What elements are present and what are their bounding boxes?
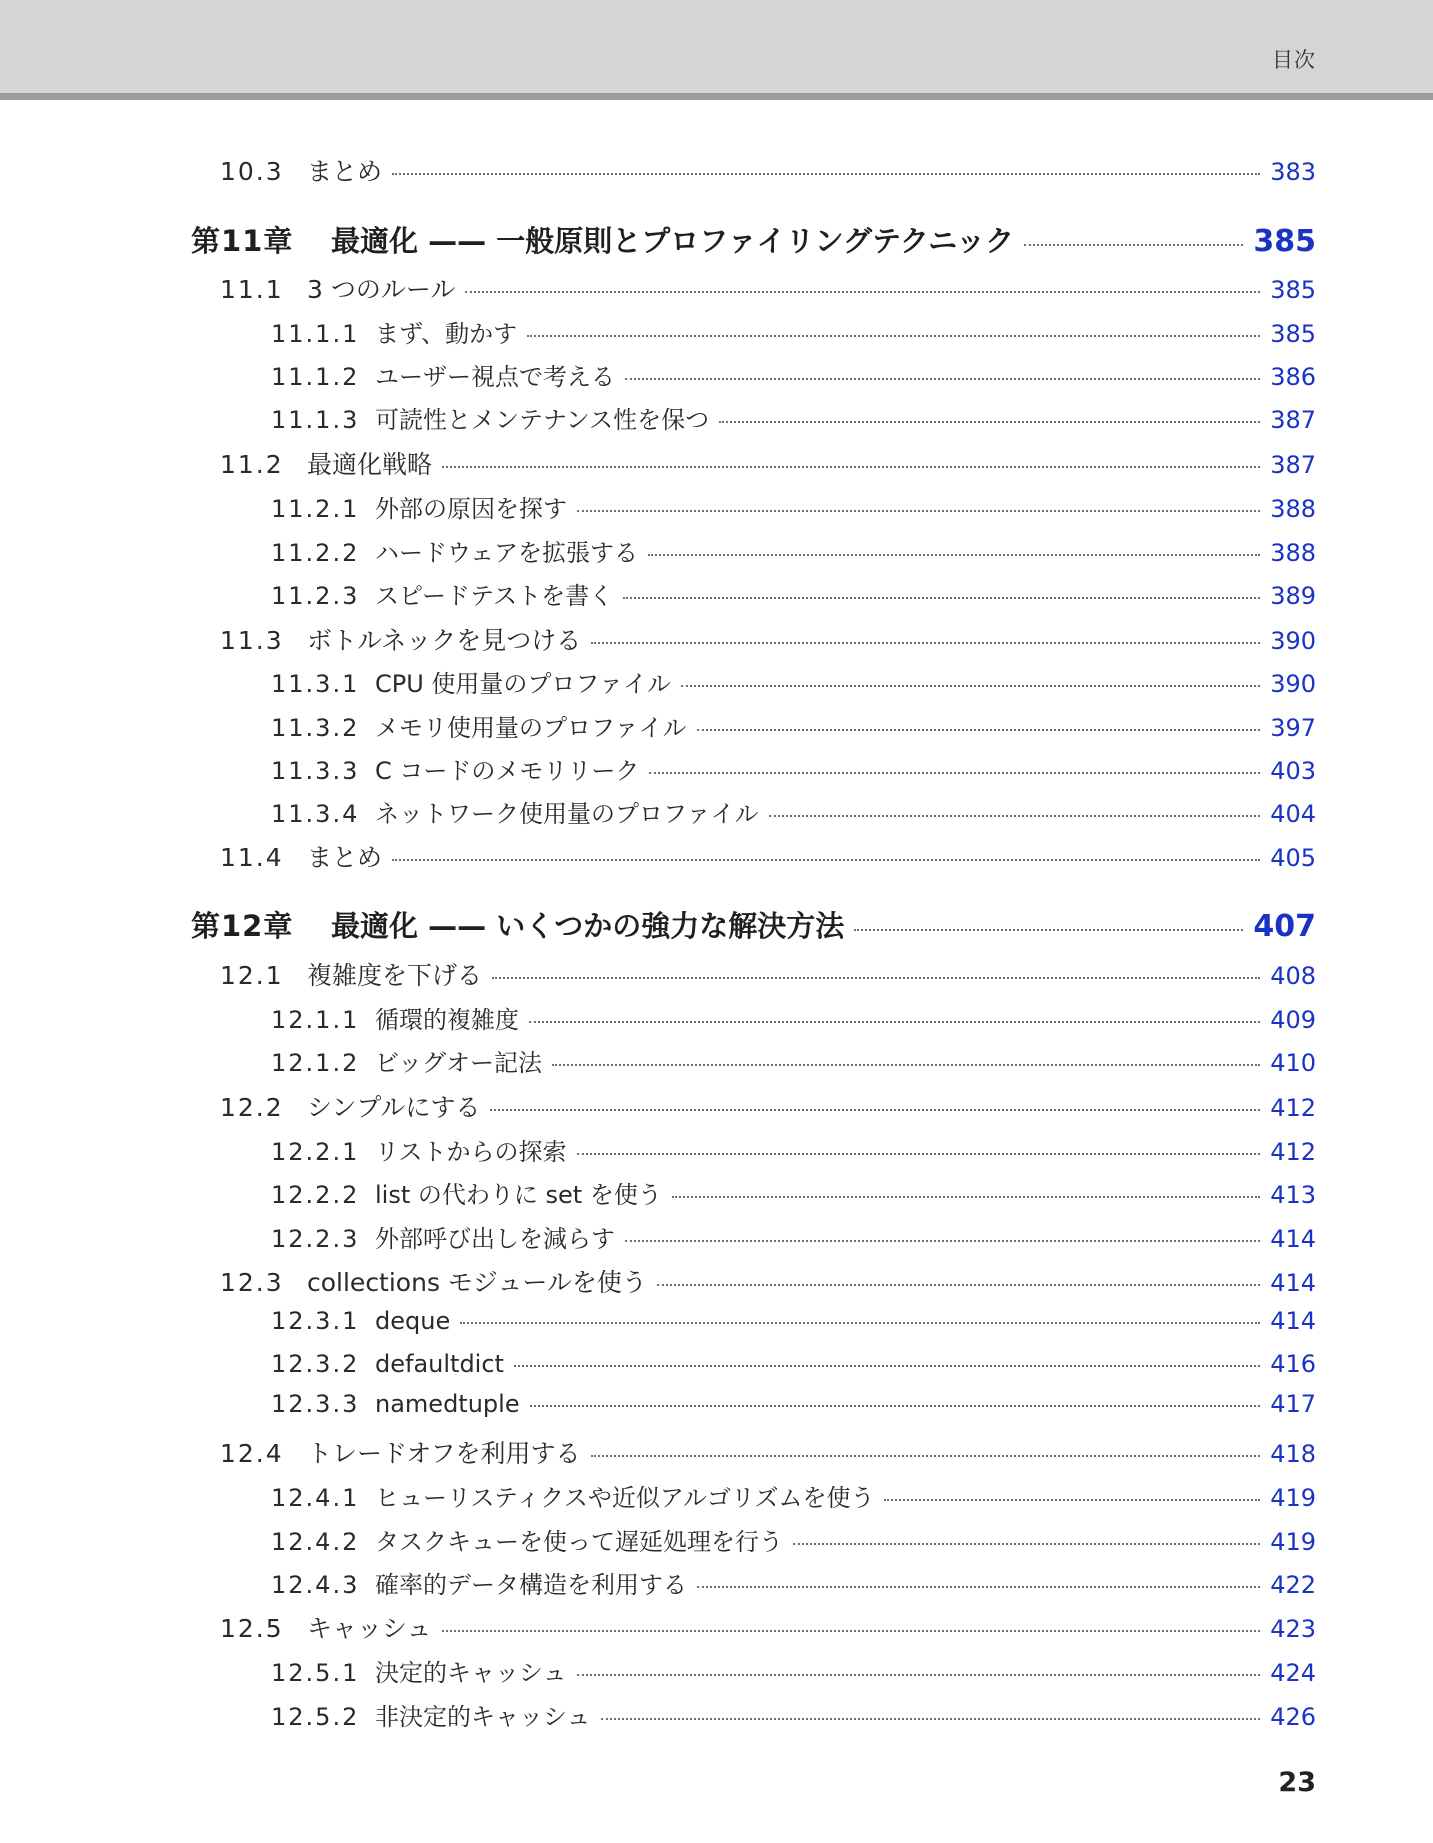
toc-subentry[interactable] xyxy=(271,1565,1316,1600)
toc-entry-number: 12.1 xyxy=(220,961,284,990)
toc-subentry-title: まず、動かす xyxy=(375,320,518,348)
toc-subentry-number: 12.5.2 xyxy=(271,1703,360,1731)
toc-subentry-number: 11.1.1 xyxy=(271,320,360,348)
toc-entry[interactable] xyxy=(220,956,1316,992)
toc-subentry-page[interactable]: 409 xyxy=(1270,1006,1316,1034)
toc-subentry-page[interactable]: 419 xyxy=(1270,1484,1316,1512)
toc-entry-page[interactable]: 423 xyxy=(1270,1615,1316,1643)
toc-entry-page[interactable]: 412 xyxy=(1270,1094,1316,1122)
toc-subentry[interactable] xyxy=(271,751,1316,786)
toc-entry-page[interactable]: 390 xyxy=(1270,627,1316,655)
toc-subentry[interactable] xyxy=(271,400,1316,435)
toc-subentry-number: 12.1.2 xyxy=(271,1049,360,1077)
dot-leader xyxy=(648,554,1260,556)
toc-subentry-title: 非決定的キャッシュ xyxy=(375,1703,591,1731)
toc-subentry-page[interactable]: 412 xyxy=(1270,1138,1316,1166)
toc-entry[interactable] xyxy=(220,270,1316,306)
toc-entry-number: 11.3 xyxy=(220,626,284,655)
toc-subentry-title: リストからの探索 xyxy=(375,1138,567,1166)
dot-leader xyxy=(465,291,1260,293)
toc-subentry[interactable] xyxy=(271,1697,1316,1732)
dot-leader xyxy=(649,772,1260,774)
toc-entry-number: 12.4 xyxy=(220,1439,284,1468)
toc-subentry-page[interactable]: 426 xyxy=(1270,1703,1316,1731)
toc-subentry[interactable] xyxy=(271,533,1316,568)
toc-subentry-page[interactable]: 388 xyxy=(1270,495,1316,523)
dot-leader xyxy=(460,1322,1260,1324)
toc-subentry-number: 12.2.3 xyxy=(271,1225,360,1253)
toc-entry-page[interactable]: 414 xyxy=(1270,1269,1316,1297)
dot-leader xyxy=(577,1674,1261,1676)
toc-subentry-number: 12.3.1 xyxy=(271,1307,360,1335)
toc-subentry[interactable] xyxy=(271,489,1316,524)
dot-leader xyxy=(552,1064,1260,1066)
toc-entry-title: キャッシュ xyxy=(307,1614,432,1643)
toc-subentry-title: 確率的データ構造を利用する xyxy=(375,1571,687,1599)
toc-subentry-title: 可読性とメンテナンス性を保つ xyxy=(375,406,710,434)
toc-entry[interactable] xyxy=(220,1263,1316,1299)
toc-subentry-page[interactable]: 390 xyxy=(1270,670,1316,698)
toc-entry-title: 3 つのルール xyxy=(307,275,456,304)
toc-subentry-number: 12.2.1 xyxy=(271,1138,360,1166)
dot-leader xyxy=(769,815,1261,817)
toc-subentry[interactable] xyxy=(271,1132,1316,1167)
dot-leader xyxy=(681,685,1260,687)
dot-leader xyxy=(392,859,1260,861)
toc-subentry-title: ネットワーク使用量のプロファイル xyxy=(375,800,759,828)
dot-leader xyxy=(672,1196,1260,1198)
toc-subentry-number: 12.5.1 xyxy=(271,1659,360,1687)
toc-chapter-entry[interactable] xyxy=(191,904,1316,945)
toc-subentry[interactable] xyxy=(271,576,1316,611)
dot-leader xyxy=(490,1109,1260,1111)
toc-entry-title: まとめ xyxy=(307,843,383,872)
toc-entry-title: 最適化戦略 xyxy=(307,450,433,479)
toc-subentry-number: 11.2.1 xyxy=(271,495,360,523)
toc-subentry-number: 11.3.3 xyxy=(271,757,360,785)
dot-leader xyxy=(697,1586,1260,1588)
toc-subentry-page[interactable]: 403 xyxy=(1270,757,1316,785)
toc-entry-number: 12.3 xyxy=(220,1268,284,1297)
toc-entry-title: collections モジュールを使う xyxy=(307,1268,647,1297)
toc-subentry-page[interactable]: 416 xyxy=(1270,1350,1316,1378)
toc-subentry[interactable] xyxy=(271,708,1316,743)
toc-subentry-title: メモリ使用量のプロファイル xyxy=(375,714,687,742)
toc-entry[interactable] xyxy=(220,1609,1316,1645)
dot-leader xyxy=(793,1543,1260,1545)
toc-subentry-number: 11.2.3 xyxy=(271,582,360,610)
dot-leader xyxy=(657,1284,1260,1286)
toc-subentry[interactable] xyxy=(271,1219,1316,1254)
toc-subentry[interactable] xyxy=(271,664,1316,699)
dot-leader xyxy=(514,1365,1260,1367)
dot-leader xyxy=(591,642,1260,644)
toc-subentry-page[interactable]: 386 xyxy=(1270,363,1316,391)
toc-subentry-page[interactable]: 417 xyxy=(1270,1390,1316,1418)
toc-subentry-title: list の代わりに set を使う xyxy=(375,1181,662,1209)
toc-entry[interactable] xyxy=(220,1434,1316,1470)
toc-subentry-title: ハードウェアを拡張する xyxy=(375,539,639,567)
toc-subentry-title: ビッグオー記法 xyxy=(375,1049,543,1077)
dot-leader xyxy=(392,173,1260,175)
toc-subentry-number: 12.4.2 xyxy=(271,1528,360,1556)
toc-subentry-number: 12.1.1 xyxy=(271,1006,360,1034)
toc-subentry-page[interactable]: 422 xyxy=(1270,1571,1316,1599)
toc-subentry-number: 11.3.1 xyxy=(271,670,360,698)
toc-subentry-page[interactable]: 413 xyxy=(1270,1181,1316,1209)
toc-subentry-page[interactable]: 397 xyxy=(1270,714,1316,742)
toc-entry[interactable] xyxy=(220,152,1316,188)
toc-subentry-page[interactable]: 404 xyxy=(1270,800,1316,828)
dot-leader xyxy=(625,378,1260,380)
toc-subentry-number: 11.2.2 xyxy=(271,539,360,567)
toc-subentry[interactable] xyxy=(271,1478,1316,1513)
toc-subentry-title: 循環的複雑度 xyxy=(375,1006,519,1034)
toc-chapter-title: 最適化 —— いくつかの強力な解決方法 xyxy=(331,909,845,943)
dot-leader xyxy=(697,729,1261,731)
toc-subentry[interactable] xyxy=(271,1653,1316,1688)
toc-subentry-title: CPU 使用量のプロファイル xyxy=(375,670,671,698)
toc-chapter-number: 第12章 xyxy=(191,909,294,943)
toc-chapter-page[interactable]: 385 xyxy=(1253,224,1316,259)
toc-subentry-title: C コードのメモリリーク xyxy=(375,757,640,785)
toc-subentry-page[interactable]: 410 xyxy=(1270,1049,1316,1077)
toc-entry-number: 10.3 xyxy=(220,157,284,186)
dot-leader xyxy=(577,510,1260,512)
toc-entry-number: 11.1 xyxy=(220,275,284,304)
dot-leader xyxy=(854,929,1243,931)
toc-subentry-page[interactable]: 387 xyxy=(1270,406,1316,434)
toc-subentry[interactable] xyxy=(271,1000,1316,1035)
toc-subentry-number: 12.4.1 xyxy=(271,1484,360,1512)
toc-subentry[interactable] xyxy=(271,1390,1316,1418)
toc-chapter-number: 第11章 xyxy=(191,224,294,258)
toc-chapter-page[interactable]: 407 xyxy=(1253,909,1316,944)
toc-entry-title: トレードオフを利用する xyxy=(307,1439,581,1468)
toc-subentry-page[interactable]: 389 xyxy=(1270,582,1316,610)
dot-leader xyxy=(601,1718,1261,1720)
toc-subentry-number: 12.3.2 xyxy=(271,1350,360,1378)
toc-subentry-page[interactable]: 414 xyxy=(1270,1225,1316,1253)
toc-subentry-title: 外部呼び出しを減らす xyxy=(375,1225,615,1253)
toc-subentry-title: ユーザー視点で考える xyxy=(375,363,615,391)
toc-entry-page[interactable]: 408 xyxy=(1270,962,1316,990)
toc-subentry[interactable] xyxy=(271,1522,1316,1557)
toc-entry[interactable] xyxy=(220,838,1316,874)
toc-subentry-title: 決定的キャッシュ xyxy=(375,1659,567,1687)
toc-subentry[interactable] xyxy=(271,1175,1316,1210)
dot-leader xyxy=(884,1499,1260,1501)
toc-subentry-title: タスクキューを使って遅延処理を行う xyxy=(375,1528,783,1556)
toc-subentry-number: 11.3.4 xyxy=(271,800,360,828)
toc-subentry-page[interactable]: 424 xyxy=(1270,1659,1316,1687)
dot-leader xyxy=(591,1455,1261,1457)
toc-entry-title: まとめ xyxy=(307,157,383,186)
toc-entry-page[interactable]: 385 xyxy=(1270,276,1316,304)
toc-entry-page[interactable]: 387 xyxy=(1270,451,1316,479)
toc-entry-number: 11.4 xyxy=(220,843,284,872)
dot-leader xyxy=(442,1630,1261,1632)
toc-subentry-page[interactable]: 414 xyxy=(1270,1307,1316,1335)
toc-subentry-title: ヒューリスティクスや近似アルゴリズムを使う xyxy=(375,1484,875,1512)
toc-subentry-number: 12.2.2 xyxy=(271,1181,360,1209)
toc-entry-title: シンプルにする xyxy=(307,1093,481,1122)
toc-entry[interactable] xyxy=(220,1088,1316,1124)
toc-subentry-number: 11.3.2 xyxy=(271,714,360,742)
dot-leader xyxy=(625,1240,1260,1242)
toc-subentry[interactable] xyxy=(271,1043,1316,1078)
running-header-title: 目次 xyxy=(1272,48,1316,72)
toc-chapter-title: 最適化 —— 一般原則とプロファイリングテクニック xyxy=(331,224,1015,258)
page-number: 23 xyxy=(1278,1767,1316,1798)
dot-leader xyxy=(577,1153,1261,1155)
toc-entry-page[interactable]: 405 xyxy=(1270,844,1316,872)
toc-subentry-page[interactable]: 388 xyxy=(1270,539,1316,567)
toc-subentry-title: namedtuple xyxy=(375,1390,520,1418)
toc-subentry[interactable] xyxy=(271,314,1316,349)
toc-subentry-title: defaultdict xyxy=(375,1350,504,1378)
toc-entry-number: 12.2 xyxy=(220,1093,284,1122)
toc-subentry[interactable] xyxy=(271,357,1316,392)
toc-subentry-number: 11.1.2 xyxy=(271,363,360,391)
toc-subentry[interactable] xyxy=(271,1307,1316,1335)
toc-subentry-number: 12.3.3 xyxy=(271,1390,360,1418)
toc-subentry-title: 外部の原因を探す xyxy=(375,495,567,523)
toc-entry-page[interactable]: 418 xyxy=(1270,1440,1316,1468)
toc-chapter-entry[interactable] xyxy=(191,219,1316,260)
toc-subentry[interactable] xyxy=(271,1350,1316,1378)
dot-leader xyxy=(492,977,1260,979)
dot-leader xyxy=(719,421,1260,423)
toc-subentry-number: 12.4.3 xyxy=(271,1571,360,1599)
dot-leader xyxy=(623,597,1260,599)
dot-leader xyxy=(442,466,1260,468)
toc-entry-number: 11.2 xyxy=(220,450,284,479)
toc-subentry-title: スピードテストを書く xyxy=(375,582,614,610)
toc-subentry[interactable] xyxy=(271,794,1316,829)
dot-leader xyxy=(1024,244,1243,246)
dot-leader xyxy=(527,335,1260,337)
toc-entry-title: 複雑度を下げる xyxy=(307,961,483,990)
toc-subentry-page[interactable]: 419 xyxy=(1270,1528,1316,1556)
toc-subentry-number: 11.1.3 xyxy=(271,406,360,434)
toc-subentry-title: deque xyxy=(375,1307,451,1335)
toc-entry[interactable] xyxy=(220,621,1316,657)
toc-subentry-page[interactable]: 385 xyxy=(1270,320,1316,348)
toc-entry-number: 12.5 xyxy=(220,1614,284,1643)
dot-leader xyxy=(530,1405,1261,1407)
dot-leader xyxy=(529,1021,1260,1023)
toc-entry[interactable] xyxy=(220,445,1316,481)
toc-entry-title: ボトルネックを見つける xyxy=(307,626,582,655)
toc-entry-page[interactable]: 383 xyxy=(1270,158,1316,186)
